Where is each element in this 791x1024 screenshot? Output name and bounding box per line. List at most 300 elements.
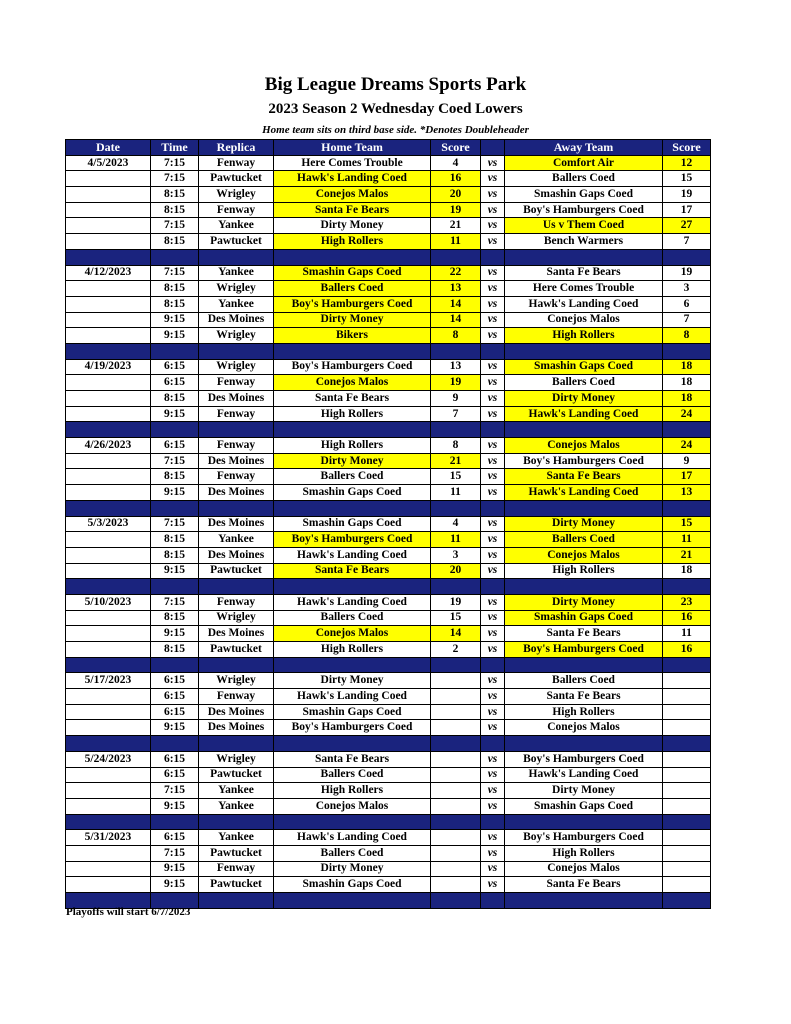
week-separator-row	[66, 736, 711, 752]
away-score-cell: 8	[663, 328, 711, 344]
away-team-cell: Smashin Gaps Coed	[505, 187, 663, 203]
time-cell: 9:15	[151, 798, 199, 814]
home-score-cell: 11	[431, 532, 481, 548]
vs-cell: vs	[481, 720, 505, 736]
away-score-cell: 18	[663, 375, 711, 391]
separator-cell	[481, 249, 505, 265]
game-row	[66, 720, 711, 736]
vs-cell: vs	[481, 312, 505, 328]
vs-cell: vs	[481, 547, 505, 563]
replica-cell: Des Moines	[199, 391, 274, 407]
separator-cell	[663, 814, 711, 830]
time-cell: 7:15	[151, 265, 199, 281]
home-team-cell: Conejos Malos	[274, 798, 431, 814]
separator-cell	[481, 422, 505, 438]
home-team-cell: High Rollers	[274, 783, 431, 799]
home-team-cell: Hawk's Landing Coed	[274, 830, 431, 846]
separator-cell	[663, 657, 711, 673]
time-cell: 8:15	[151, 234, 199, 250]
week-separator-row	[66, 657, 711, 673]
header-vs	[481, 140, 505, 156]
separator-cell	[274, 343, 431, 359]
separator-cell	[274, 893, 431, 909]
separator-cell	[505, 736, 663, 752]
date-cell	[66, 187, 151, 203]
home-score-cell: 21	[431, 218, 481, 234]
home-score-cell	[431, 877, 481, 893]
home-team-cell: Bikers	[274, 328, 431, 344]
vs-cell: vs	[481, 532, 505, 548]
separator-cell	[199, 249, 274, 265]
away-team-cell: Smashin Gaps Coed	[505, 798, 663, 814]
away-score-cell: 21	[663, 547, 711, 563]
game-row	[66, 312, 711, 328]
away-team-cell: Conejos Malos	[505, 438, 663, 454]
home-score-cell: 16	[431, 171, 481, 187]
away-team-cell: Hawk's Landing Coed	[505, 485, 663, 501]
home-team-cell: Ballers Coed	[274, 845, 431, 861]
header-date: Date	[66, 140, 151, 156]
home-score-cell: 8	[431, 438, 481, 454]
away-team-cell: Smashin Gaps Coed	[505, 359, 663, 375]
home-score-cell	[431, 830, 481, 846]
date-cell	[66, 391, 151, 407]
away-score-cell: 3	[663, 281, 711, 297]
away-team-cell: Conejos Malos	[505, 547, 663, 563]
home-score-cell	[431, 783, 481, 799]
separator-cell	[431, 657, 481, 673]
separator-cell	[431, 422, 481, 438]
date-cell	[66, 767, 151, 783]
replica-cell: Pawtucket	[199, 877, 274, 893]
separator-cell	[66, 343, 151, 359]
away-team-cell: Smashin Gaps Coed	[505, 610, 663, 626]
away-score-cell: 19	[663, 187, 711, 203]
table-header-row	[66, 140, 711, 156]
away-score-cell: 18	[663, 391, 711, 407]
home-team-cell: Boy's Hamburgers Coed	[274, 720, 431, 736]
separator-cell	[66, 814, 151, 830]
vs-cell: vs	[481, 689, 505, 705]
home-team-cell: Smashin Gaps Coed	[274, 516, 431, 532]
vs-cell: vs	[481, 704, 505, 720]
home-team-cell: Dirty Money	[274, 218, 431, 234]
game-row	[66, 469, 711, 485]
away-team-cell: Boy's Hamburgers Coed	[505, 202, 663, 218]
home-score-cell	[431, 751, 481, 767]
header-away-score: Score	[663, 140, 711, 156]
separator-cell	[274, 736, 431, 752]
vs-cell: vs	[481, 359, 505, 375]
date-cell: 5/24/2023	[66, 751, 151, 767]
home-score-cell: 20	[431, 187, 481, 203]
home-team-cell: Boy's Hamburgers Coed	[274, 532, 431, 548]
game-row	[66, 485, 711, 501]
date-cell	[66, 469, 151, 485]
separator-cell	[66, 579, 151, 595]
away-score-cell: 18	[663, 359, 711, 375]
separator-cell	[199, 422, 274, 438]
away-team-cell: Boy's Hamburgers Coed	[505, 751, 663, 767]
time-cell: 7:15	[151, 845, 199, 861]
replica-cell: Yankee	[199, 218, 274, 234]
vs-cell: vs	[481, 516, 505, 532]
home-score-cell: 14	[431, 296, 481, 312]
separator-cell	[663, 736, 711, 752]
home-score-cell: 13	[431, 359, 481, 375]
time-cell: 8:15	[151, 547, 199, 563]
home-team-cell: High Rollers	[274, 234, 431, 250]
time-cell: 9:15	[151, 626, 199, 642]
game-row	[66, 516, 711, 532]
home-score-cell: 14	[431, 626, 481, 642]
game-row	[66, 296, 711, 312]
time-cell: 6:15	[151, 767, 199, 783]
page-subtitle: 2023 Season 2 Wednesday Coed Lowers	[268, 101, 523, 117]
home-team-cell: Hawk's Landing Coed	[274, 594, 431, 610]
home-score-cell: 15	[431, 610, 481, 626]
away-team-cell: Santa Fe Bears	[505, 877, 663, 893]
time-cell: 8:15	[151, 642, 199, 658]
home-score-cell: 15	[431, 469, 481, 485]
home-team-cell: Ballers Coed	[274, 281, 431, 297]
date-cell	[66, 328, 151, 344]
away-score-cell: 11	[663, 532, 711, 548]
replica-cell: Des Moines	[199, 312, 274, 328]
separator-cell	[151, 249, 199, 265]
away-score-cell	[663, 845, 711, 861]
separator-cell	[663, 249, 711, 265]
home-score-cell: 7	[431, 406, 481, 422]
time-cell: 8:15	[151, 296, 199, 312]
replica-cell: Des Moines	[199, 547, 274, 563]
home-team-cell: Conejos Malos	[274, 626, 431, 642]
game-row	[66, 689, 711, 705]
home-team-cell: Boy's Hamburgers Coed	[274, 359, 431, 375]
home-score-cell: 21	[431, 453, 481, 469]
home-score-cell	[431, 720, 481, 736]
replica-cell: Fenway	[199, 689, 274, 705]
away-score-cell: 18	[663, 563, 711, 579]
separator-cell	[199, 579, 274, 595]
away-score-cell	[663, 704, 711, 720]
time-cell: 6:15	[151, 375, 199, 391]
date-cell: 4/5/2023	[66, 155, 151, 171]
home-team-cell: High Rollers	[274, 406, 431, 422]
date-cell	[66, 485, 151, 501]
time-cell: 9:15	[151, 328, 199, 344]
away-team-cell: Boy's Hamburgers Coed	[505, 453, 663, 469]
away-team-cell: Santa Fe Bears	[505, 626, 663, 642]
game-row	[66, 861, 711, 877]
separator-cell	[505, 657, 663, 673]
game-row	[66, 438, 711, 454]
home-team-cell: Dirty Money	[274, 453, 431, 469]
time-cell: 7:15	[151, 783, 199, 799]
vs-cell: vs	[481, 610, 505, 626]
replica-cell: Yankee	[199, 798, 274, 814]
separator-cell	[431, 343, 481, 359]
home-team-cell: Hawk's Landing Coed	[274, 547, 431, 563]
date-cell: 5/3/2023	[66, 516, 151, 532]
separator-cell	[199, 893, 274, 909]
separator-cell	[274, 500, 431, 516]
game-row	[66, 563, 711, 579]
vs-cell: vs	[481, 265, 505, 281]
away-team-cell: Comfort Air	[505, 155, 663, 171]
home-score-cell: 3	[431, 547, 481, 563]
away-score-cell	[663, 720, 711, 736]
date-cell	[66, 877, 151, 893]
time-cell: 8:15	[151, 202, 199, 218]
game-row	[66, 328, 711, 344]
away-team-cell: Hawk's Landing Coed	[505, 406, 663, 422]
vs-cell: vs	[481, 281, 505, 297]
home-score-cell: 13	[431, 281, 481, 297]
away-team-cell: Dirty Money	[505, 783, 663, 799]
separator-cell	[274, 579, 431, 595]
home-team-cell: Smashin Gaps Coed	[274, 485, 431, 501]
date-cell	[66, 281, 151, 297]
away-team-cell: Boy's Hamburgers Coed	[505, 642, 663, 658]
away-score-cell: 27	[663, 218, 711, 234]
away-team-cell: Hawk's Landing Coed	[505, 296, 663, 312]
away-score-cell: 13	[663, 485, 711, 501]
replica-cell: Wrigley	[199, 673, 274, 689]
separator-cell	[663, 422, 711, 438]
replica-cell: Yankee	[199, 265, 274, 281]
time-cell: 6:15	[151, 751, 199, 767]
playoffs-note: Playoffs will start 6/7/2023	[66, 906, 191, 918]
replica-cell: Fenway	[199, 155, 274, 171]
vs-cell: vs	[481, 642, 505, 658]
separator-cell	[66, 657, 151, 673]
date-cell	[66, 642, 151, 658]
home-team-cell: Ballers Coed	[274, 610, 431, 626]
separator-cell	[274, 657, 431, 673]
date-cell	[66, 610, 151, 626]
date-cell: 5/31/2023	[66, 830, 151, 846]
away-team-cell: Dirty Money	[505, 391, 663, 407]
vs-cell: vs	[481, 783, 505, 799]
away-score-cell	[663, 798, 711, 814]
replica-cell: Des Moines	[199, 704, 274, 720]
date-cell	[66, 704, 151, 720]
date-cell: 5/10/2023	[66, 594, 151, 610]
date-cell: 4/12/2023	[66, 265, 151, 281]
separator-cell	[199, 814, 274, 830]
separator-cell	[66, 422, 151, 438]
away-score-cell	[663, 861, 711, 877]
separator-cell	[505, 343, 663, 359]
replica-cell: Wrigley	[199, 359, 274, 375]
away-score-cell: 24	[663, 406, 711, 422]
separator-cell	[66, 736, 151, 752]
game-row	[66, 798, 711, 814]
week-separator-row	[66, 249, 711, 265]
replica-cell: Fenway	[199, 406, 274, 422]
vs-cell: vs	[481, 563, 505, 579]
away-team-cell: Santa Fe Bears	[505, 265, 663, 281]
vs-cell: vs	[481, 296, 505, 312]
home-team-cell: High Rollers	[274, 642, 431, 658]
home-score-cell: 9	[431, 391, 481, 407]
header-home-score: Score	[431, 140, 481, 156]
time-cell: 9:15	[151, 485, 199, 501]
replica-cell: Des Moines	[199, 485, 274, 501]
away-team-cell: Boy's Hamburgers Coed	[505, 830, 663, 846]
replica-cell: Wrigley	[199, 281, 274, 297]
away-score-cell: 17	[663, 469, 711, 485]
home-team-cell: Dirty Money	[274, 312, 431, 328]
time-cell: 9:15	[151, 861, 199, 877]
away-score-cell	[663, 689, 711, 705]
separator-cell	[431, 579, 481, 595]
separator-cell	[481, 657, 505, 673]
week-separator-row	[66, 422, 711, 438]
date-cell	[66, 845, 151, 861]
separator-cell	[481, 893, 505, 909]
away-score-cell: 24	[663, 438, 711, 454]
replica-cell: Yankee	[199, 296, 274, 312]
game-row	[66, 532, 711, 548]
home-score-cell: 22	[431, 265, 481, 281]
away-team-cell: High Rollers	[505, 328, 663, 344]
time-cell: 8:15	[151, 532, 199, 548]
vs-cell: vs	[481, 391, 505, 407]
separator-cell	[66, 500, 151, 516]
date-cell	[66, 689, 151, 705]
time-cell: 8:15	[151, 391, 199, 407]
home-team-cell: Santa Fe Bears	[274, 563, 431, 579]
separator-cell	[481, 814, 505, 830]
game-row	[66, 610, 711, 626]
replica-cell: Yankee	[199, 783, 274, 799]
date-cell	[66, 171, 151, 187]
home-score-cell	[431, 845, 481, 861]
time-cell: 8:15	[151, 187, 199, 203]
schedule-body	[66, 155, 711, 908]
away-score-cell: 16	[663, 610, 711, 626]
time-cell: 9:15	[151, 312, 199, 328]
replica-cell: Wrigley	[199, 187, 274, 203]
game-row	[66, 391, 711, 407]
game-row	[66, 218, 711, 234]
separator-cell	[151, 814, 199, 830]
schedule-table	[65, 139, 711, 909]
home-team-cell: Ballers Coed	[274, 469, 431, 485]
separator-cell	[505, 422, 663, 438]
separator-cell	[481, 500, 505, 516]
vs-cell: vs	[481, 861, 505, 877]
home-score-cell	[431, 673, 481, 689]
time-cell: 7:15	[151, 218, 199, 234]
home-score-cell: 19	[431, 202, 481, 218]
separator-cell	[151, 500, 199, 516]
separator-cell	[481, 736, 505, 752]
vs-cell: vs	[481, 469, 505, 485]
separator-cell	[199, 657, 274, 673]
game-row	[66, 202, 711, 218]
separator-cell	[274, 814, 431, 830]
date-cell	[66, 547, 151, 563]
away-score-cell: 15	[663, 516, 711, 532]
home-team-cell: Smashin Gaps Coed	[274, 265, 431, 281]
vs-cell: vs	[481, 877, 505, 893]
separator-cell	[481, 579, 505, 595]
time-cell: 6:15	[151, 704, 199, 720]
vs-cell: vs	[481, 171, 505, 187]
home-team-cell: Smashin Gaps Coed	[274, 877, 431, 893]
time-cell: 7:15	[151, 171, 199, 187]
date-cell	[66, 626, 151, 642]
away-team-cell: Conejos Malos	[505, 861, 663, 877]
replica-cell: Des Moines	[199, 516, 274, 532]
time-cell: 7:15	[151, 516, 199, 532]
away-team-cell: Hawk's Landing Coed	[505, 767, 663, 783]
separator-cell	[66, 249, 151, 265]
vs-cell: vs	[481, 594, 505, 610]
away-score-cell: 9	[663, 453, 711, 469]
time-cell: 6:15	[151, 359, 199, 375]
separator-cell	[199, 736, 274, 752]
vs-cell: vs	[481, 767, 505, 783]
vs-cell: vs	[481, 218, 505, 234]
home-score-cell	[431, 689, 481, 705]
vs-cell: vs	[481, 155, 505, 171]
game-row	[66, 265, 711, 281]
separator-cell	[274, 249, 431, 265]
vs-cell: vs	[481, 453, 505, 469]
home-score-cell: 20	[431, 563, 481, 579]
date-cell	[66, 453, 151, 469]
replica-cell: Pawtucket	[199, 171, 274, 187]
home-team-cell: Conejos Malos	[274, 187, 431, 203]
away-score-cell: 12	[663, 155, 711, 171]
away-team-cell: Here Comes Trouble	[505, 281, 663, 297]
home-team-cell: High Rollers	[274, 438, 431, 454]
header-time: Time	[151, 140, 199, 156]
home-score-cell: 19	[431, 594, 481, 610]
replica-cell: Pawtucket	[199, 642, 274, 658]
game-row	[66, 830, 711, 846]
game-row	[66, 187, 711, 203]
separator-cell	[151, 422, 199, 438]
date-cell	[66, 218, 151, 234]
separator-cell	[505, 249, 663, 265]
date-cell	[66, 720, 151, 736]
time-cell: 6:15	[151, 673, 199, 689]
game-row	[66, 171, 711, 187]
game-row	[66, 877, 711, 893]
replica-cell: Wrigley	[199, 751, 274, 767]
vs-cell: vs	[481, 202, 505, 218]
home-score-cell	[431, 704, 481, 720]
replica-cell: Des Moines	[199, 453, 274, 469]
replica-cell: Wrigley	[199, 610, 274, 626]
week-separator-row	[66, 343, 711, 359]
away-team-cell: Santa Fe Bears	[505, 689, 663, 705]
away-score-cell: 16	[663, 642, 711, 658]
away-team-cell: Us v Them Coed	[505, 218, 663, 234]
separator-cell	[663, 500, 711, 516]
away-score-cell: 7	[663, 312, 711, 328]
home-score-cell: 4	[431, 516, 481, 532]
date-cell	[66, 798, 151, 814]
date-cell	[66, 861, 151, 877]
game-row	[66, 281, 711, 297]
time-cell: 6:15	[151, 830, 199, 846]
